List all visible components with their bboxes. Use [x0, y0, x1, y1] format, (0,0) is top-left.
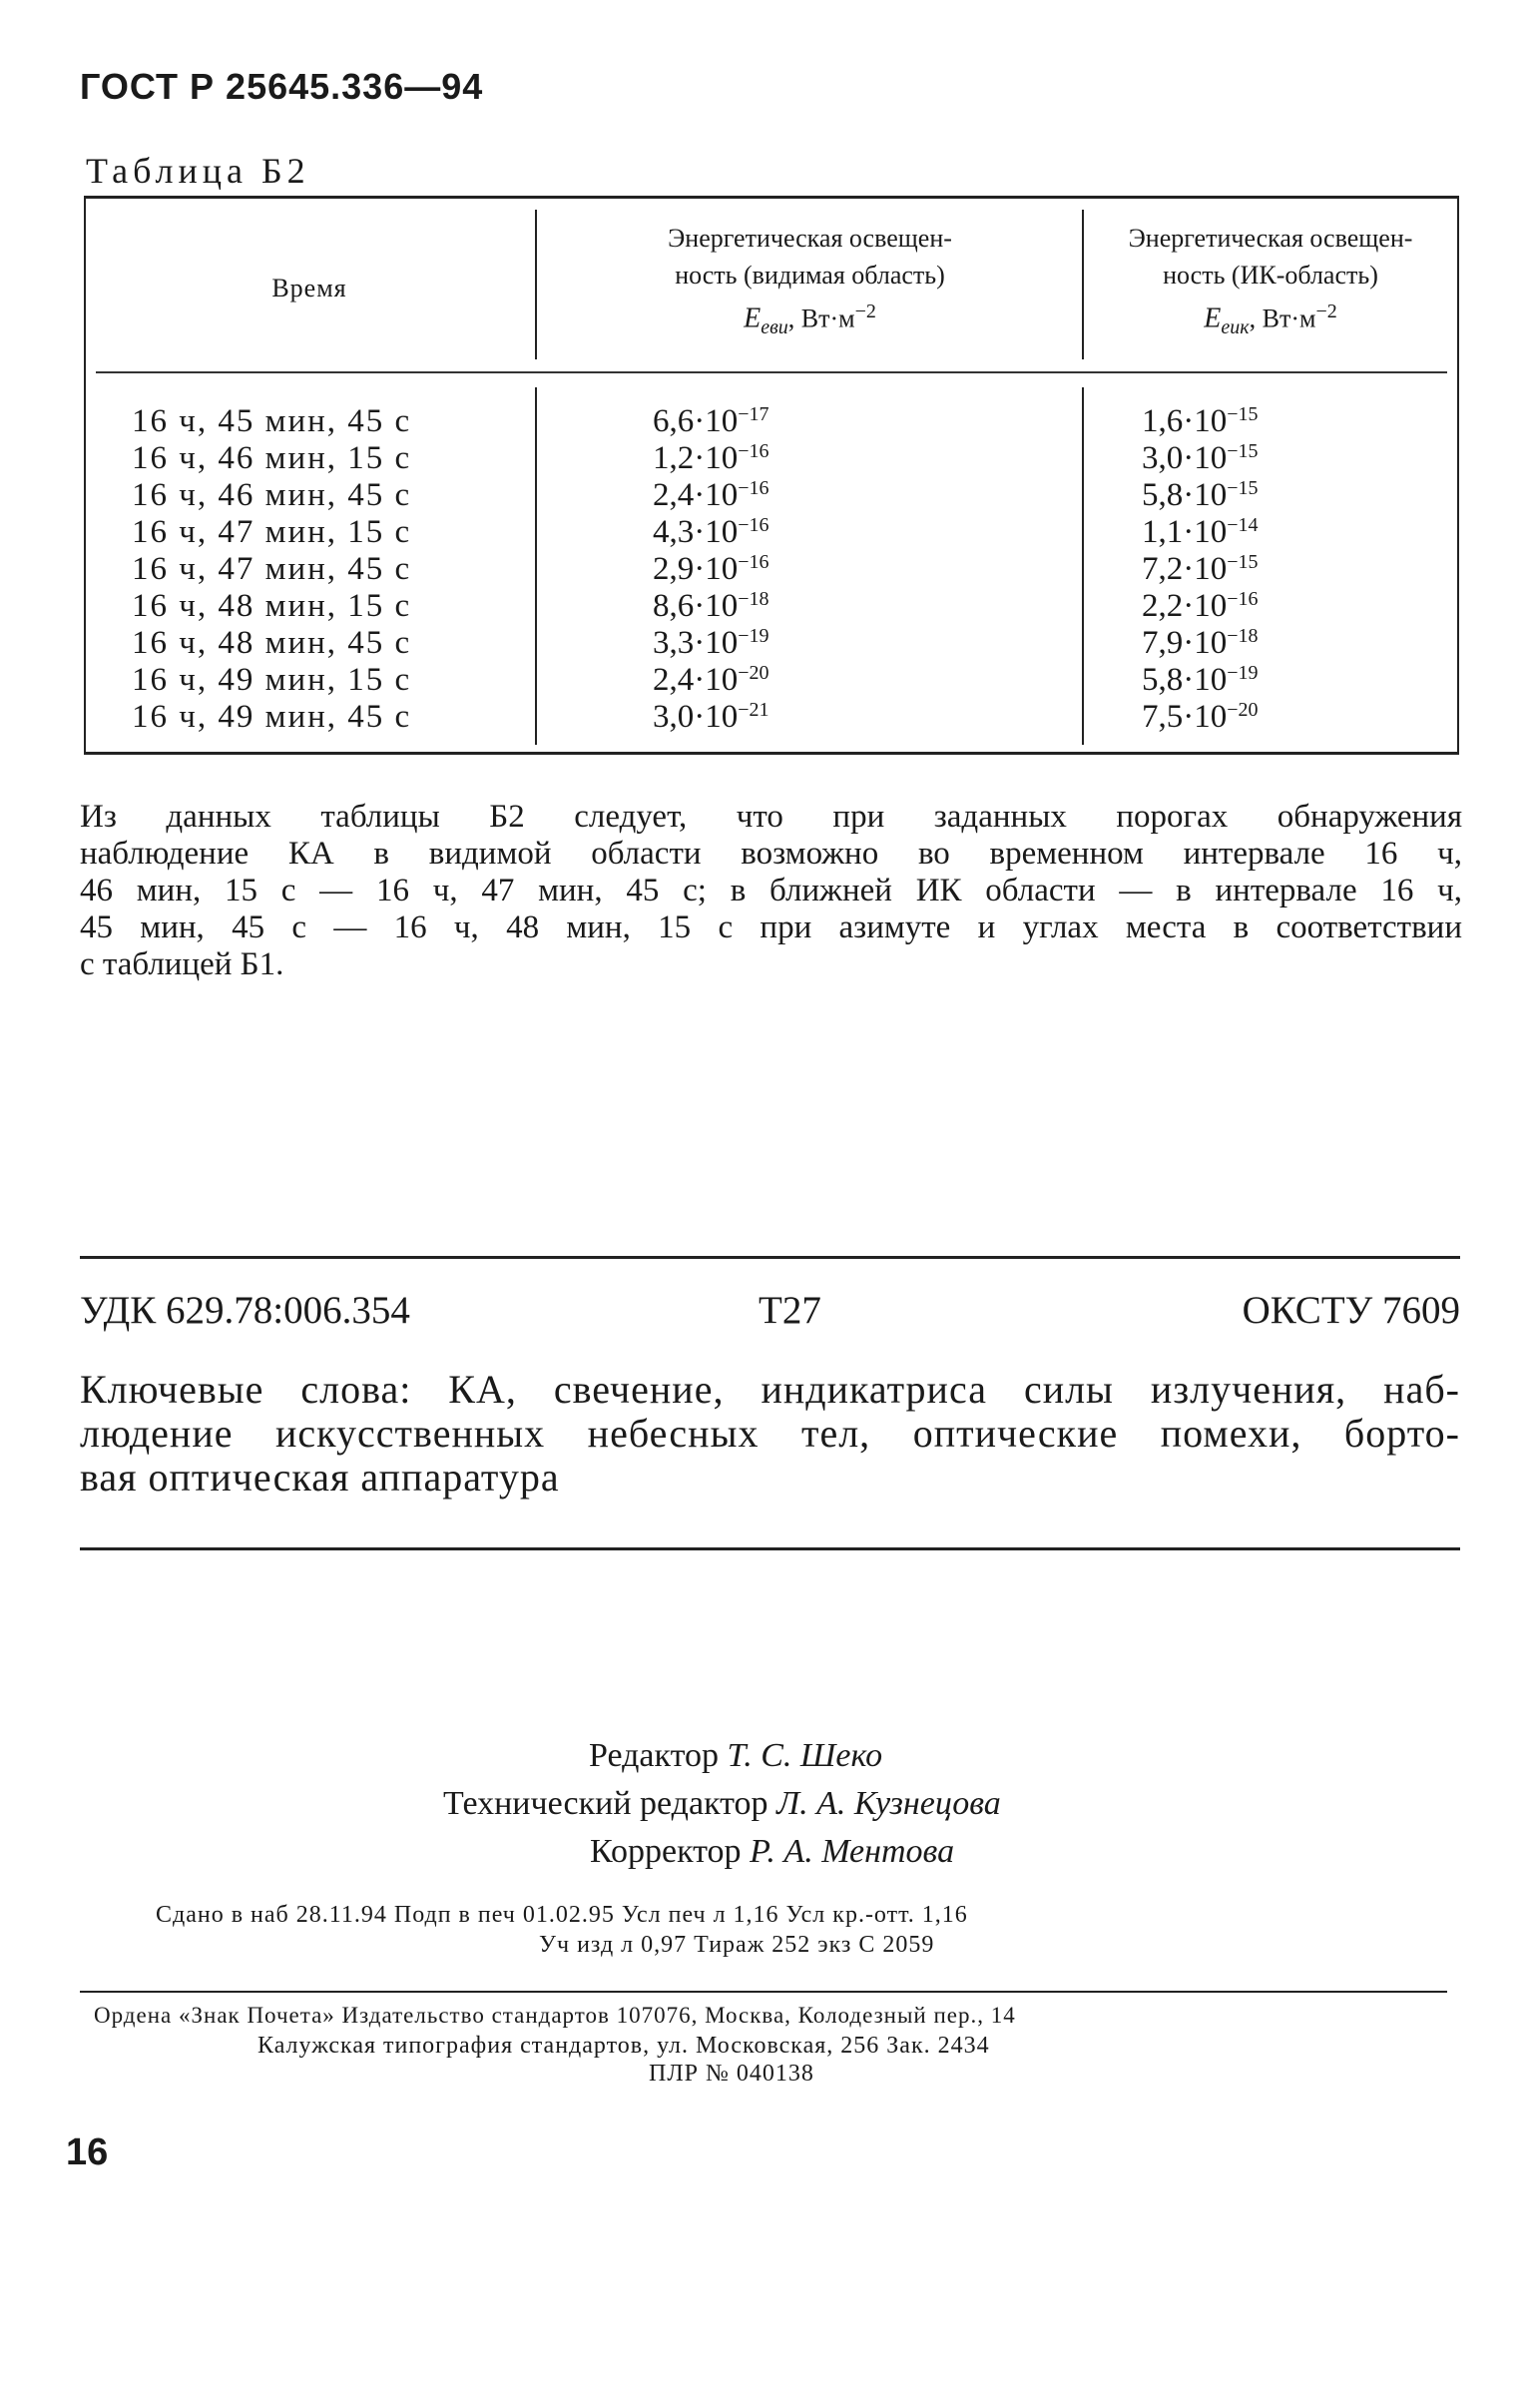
divider-bottom [80, 1547, 1460, 1550]
credit-tech-editor: Технический редактор Л. А. Кузнецова [443, 1785, 1001, 1822]
cell-infrared: $1,1\cdot 10^{-14}$ [1142, 514, 1259, 550]
cell-infrared: $2,2\cdot 10^{-16}$ [1142, 588, 1259, 624]
header-infrared-unit: $E_{eик}$, $Вт\cdot м^{-2}$ [1204, 301, 1337, 338]
table-row [84, 662, 1459, 699]
page-number: 16 [66, 2131, 109, 2173]
paragraph-line: наблюдение КА в видимой области возможно во временном интервале 16 ч, [80, 836, 1462, 872]
table-row [84, 514, 1459, 551]
table-header-rule [96, 371, 1447, 373]
udk-code: УДК 629.78:006.354 [80, 1289, 410, 1332]
body-paragraph [80, 799, 1462, 983]
cell-infrared: $1,6\cdot 10^{-15}$ [1142, 403, 1259, 439]
cell-infrared: $7,5\cdot 10^{-20}$ [1142, 699, 1259, 735]
cell-infrared: $3,0\cdot 10^{-15}$ [1142, 440, 1259, 476]
cell-infrared: $5,8\cdot 10^{-15}$ [1142, 477, 1259, 513]
cell-time: 16 ч, 46 мин, 15 с [132, 440, 412, 476]
table-row [84, 440, 1459, 477]
cell-time: 16 ч, 49 мин, 15 с [132, 662, 412, 698]
cell-time: 16 ч, 46 мин, 45 с [132, 477, 412, 513]
table-row [84, 477, 1459, 514]
cell-visible: $3,3\cdot 10^{-19}$ [653, 625, 769, 661]
header-visible-line1: Энергетическая освещен- [668, 224, 952, 253]
header-visible [538, 220, 1082, 346]
credit-corrector: Корректор Р. А. Ментова [590, 1833, 955, 1870]
group-code: Т27 [759, 1289, 821, 1332]
keywords-line: Ключевые слова: КА, свечение, индикатриса силы излучения, наб- [80, 1367, 1460, 1412]
cell-infrared: $7,9\cdot 10^{-18}$ [1142, 625, 1259, 661]
header-visible-unit: $E_{eви}$, $Вт\cdot м^{-2}$ [744, 301, 876, 338]
data-table [84, 196, 1459, 755]
cell-time: 16 ч, 48 мин, 45 с [132, 625, 412, 661]
cell-time: 16 ч, 48 мин, 15 с [132, 588, 412, 624]
cell-visible: $2,4\cdot 10^{-16}$ [653, 477, 769, 513]
paragraph-line: 46 мин, 15 с — 16 ч, 47 мин, 45 с; в ближней ИК области — в интервале 16 ч, [80, 873, 1462, 908]
cell-visible: $6,6\cdot 10^{-17}$ [653, 403, 769, 439]
oksty-code: ОКСТУ 7609 [1242, 1289, 1460, 1332]
table-title: Таблица Б2 [86, 151, 310, 191]
cell-time: 16 ч, 47 мин, 45 с [132, 551, 412, 587]
paragraph-line: Из данных таблицы Б2 следует, что при заданных порогах обнаружения [80, 799, 1462, 835]
keywords [80, 1368, 1460, 1500]
header-infrared [1082, 220, 1459, 346]
cell-infrared: $5,8\cdot 10^{-19}$ [1142, 662, 1259, 698]
header-divider-1 [535, 210, 537, 359]
publisher-line1: Ордена «Знак Почета» Издательство стандартов 107076, Москва, Колодезный пер., 14 [94, 2003, 1016, 2028]
cell-infrared: $7,2\cdot 10^{-15}$ [1142, 551, 1259, 587]
cell-visible: $2,9\cdot 10^{-16}$ [653, 551, 769, 587]
cell-time: 16 ч, 49 мин, 45 с [132, 699, 412, 735]
table-row [84, 699, 1459, 736]
table-row [84, 403, 1459, 440]
header-infrared-line1: Энергетическая освещен- [1128, 224, 1413, 253]
paragraph-line: 45 мин, 45 с — 16 ч, 48 мин, 15 с при азимуте и углах места в соответствии [80, 909, 1462, 945]
cell-visible: $1,2\cdot 10^{-16}$ [653, 440, 769, 476]
cell-time: 16 ч, 45 мин, 45 с [132, 403, 412, 439]
divider-top [80, 1256, 1460, 1259]
keywords-line: вая оптическая аппаратура [80, 1455, 560, 1500]
cell-visible: $2,4\cdot 10^{-20}$ [653, 662, 769, 698]
header-infrared-line2: ность (ИК-область) [1163, 261, 1378, 290]
table-row [84, 588, 1459, 625]
publisher-line3: ПЛР № 040138 [649, 2061, 814, 2087]
header-visible-line2: ность (видимая область) [675, 261, 945, 290]
table-row [84, 551, 1459, 588]
table-top-rule [84, 196, 1459, 199]
cell-visible: $3,0\cdot 10^{-21}$ [653, 699, 769, 735]
table-body [84, 403, 1459, 736]
document-code: ГОСТ Р 25645.336—94 [80, 66, 484, 107]
header-time: Время [271, 274, 347, 302]
publisher-line2: Калужская типография стандартов, ул. Московская, 256 Зак. 2434 [257, 2033, 990, 2059]
cell-visible: $4,3\cdot 10^{-16}$ [653, 514, 769, 550]
paragraph-line: с таблицей Б1. [80, 946, 284, 982]
table-bottom-rule [84, 752, 1459, 755]
keywords-line: людение искусственных небесных тел, оптические помехи, борто- [80, 1411, 1460, 1456]
cell-visible: $8,6\cdot 10^{-18}$ [653, 588, 769, 624]
print-info-line2: Уч изд л 0,97 Тираж 252 экз С 2059 [539, 1932, 935, 1958]
divider-publisher [80, 1991, 1447, 1993]
print-info-line1: Сдано в наб 28.11.94 Подп в печ 01.02.95 Усл печ л 1,16 Усл кр.-отт. 1,16 [156, 1902, 968, 1928]
credit-editor: Редактор Т. С. Шеко [589, 1737, 883, 1774]
table-row [84, 625, 1459, 662]
cell-time: 16 ч, 47 мин, 15 с [132, 514, 412, 550]
